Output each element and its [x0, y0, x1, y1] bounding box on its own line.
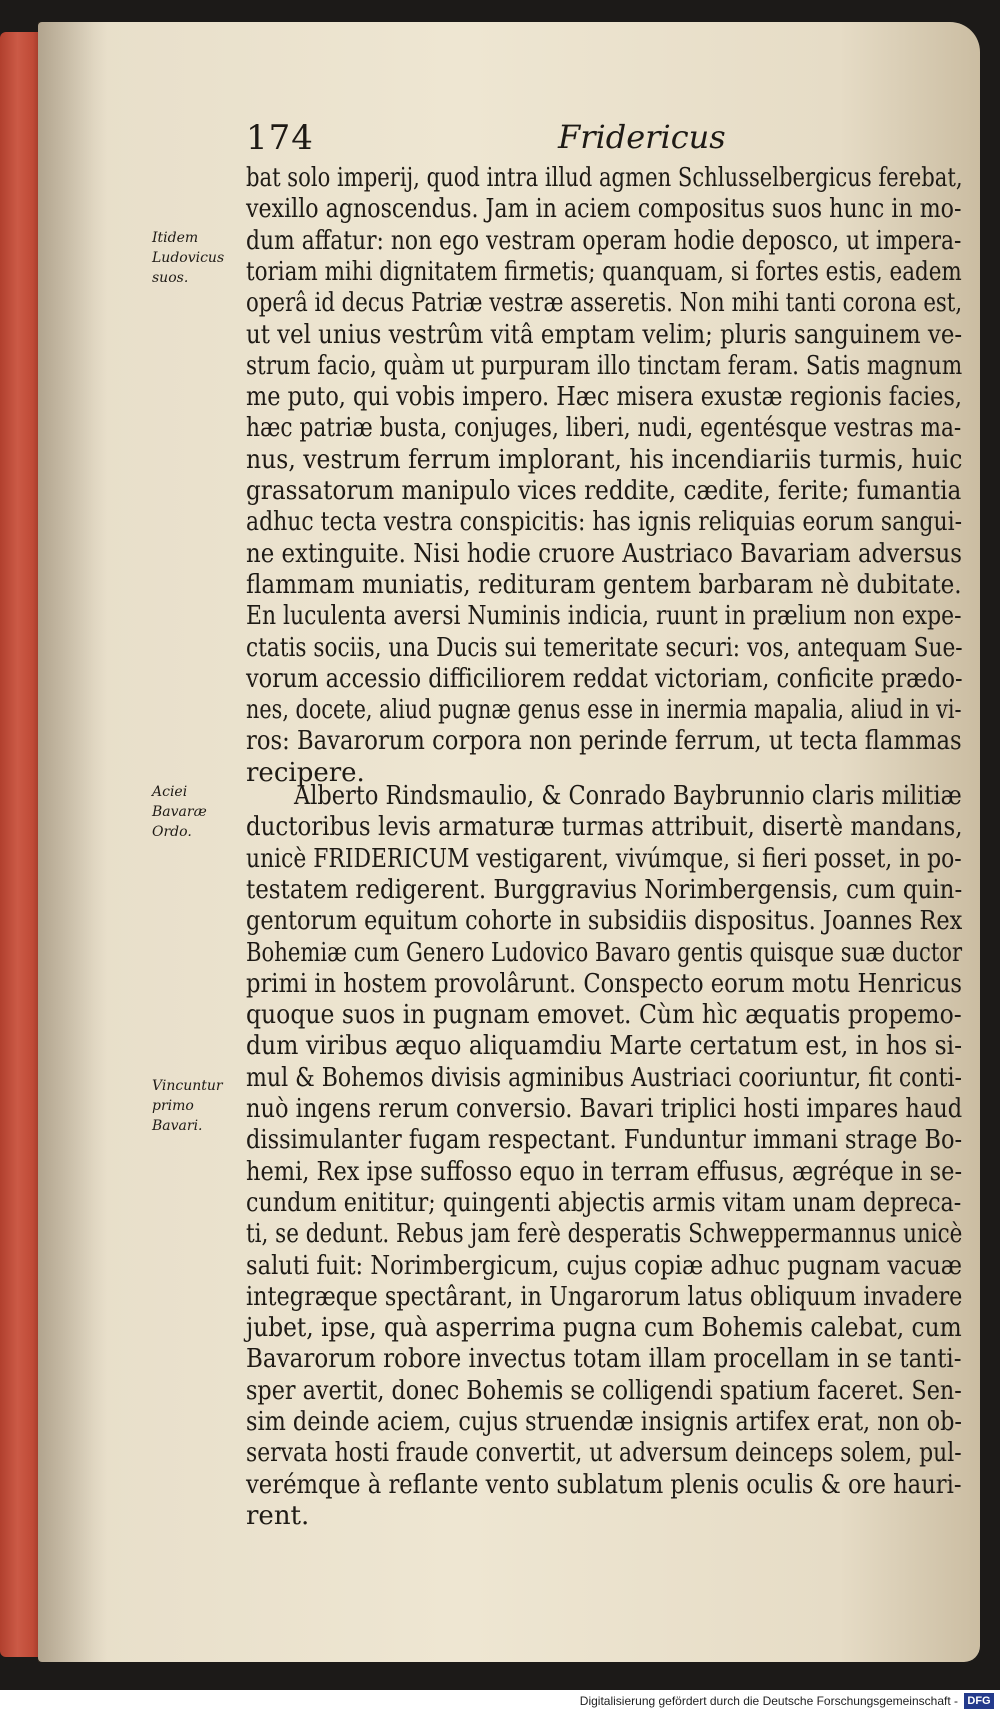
page-number: 174 — [246, 118, 314, 158]
text-line: nes, docete, aliud pugnæ genus esse in inermia mapalia, aliud in vi- — [246, 695, 962, 725]
text-line: mul & Bohemos divisis agminibus Austriaci cooriuntur, fit conti- — [246, 1063, 962, 1093]
running-head: Fridericus — [558, 118, 726, 156]
text-line: operâ id decus Patriæ vestræ asseretis. Non mihi tanti corona est, — [246, 288, 963, 318]
text-line: ros: Bavarorum corpora non perinde ferrum, ut tecta flammas — [246, 726, 962, 756]
text-line: bat solo imperij, quod intra illud agmen Schlusselbergicus ferebat, — [246, 163, 963, 193]
text-line: flammam muniatis, redituram gentem barbaram nè dubitate. — [246, 570, 962, 600]
margin-note: Aciei Bavaræ Ordo. — [152, 784, 207, 840]
text-line: hæc patriæ busta, conjuges, liberi, nudi, egentésque vestras ma- — [246, 413, 962, 443]
text-line: verémque à reflante vento sublatum plenis oculis & ore hauri- — [246, 1470, 962, 1500]
text-line: vorum accessio difficiliorem reddat victoriam, conficite prædo- — [246, 664, 963, 694]
text-line: strum facio, quàm ut purpuram illo tinctam feram. Satis magnum — [246, 351, 963, 381]
margin-note: Itidem Ludovicus suos. — [152, 230, 225, 286]
text-line: dissimulanter fugam respectant. Funduntur immani strage Bo- — [246, 1125, 963, 1155]
text-line: ut vel unius vestrûm vitâ emptam velim; pluris sanguinem ve- — [246, 320, 963, 350]
text-line: dum viribus æquo aliquamdiu Marte certatum est, in hos si- — [246, 1031, 963, 1061]
text-line: jubet, ipse, quà asperrima pugna cum Bohemis calebat, cum — [246, 1313, 962, 1343]
footer — [0, 1690, 1000, 1715]
text-line: nuò ingens rerum conversio. Bavari triplici hosti impares haud — [246, 1094, 963, 1124]
text-line: Bohemiæ cum Genero Ludovico Bavaro gentis quisque suæ ductor — [246, 938, 963, 968]
text-line: ductoribus levis armaturæ turmas attribuit, disertè mandans, — [246, 812, 963, 842]
text-line: Bavarorum robore invectus totam illam procellam in se tanti- — [246, 1344, 962, 1374]
text-line: grassatorum manipulo vices reddite, cædite, ferite; fumantia — [246, 476, 962, 506]
text-line: quoque suos in pugnam emovet. Cùm hìc æquatis propemo- — [246, 1000, 962, 1030]
text-line: unicè FRIDERICUM vestigarent, vivúmque, si fieri posset, in po- — [246, 844, 962, 874]
text-line: hemi, Rex ipse suffosso equo in terram effusus, ægréque in se- — [246, 1157, 963, 1187]
text-line: recipere. — [246, 758, 365, 788]
text-line: me puto, qui vobis impero. Hæc misera exustæ regionis facies, — [246, 382, 962, 412]
text-line: saluti fuit: Norimbergicum, cujus copiæ adhuc pugnam vacuæ — [246, 1251, 963, 1281]
footer-credit: Digitalisierung gefördert durch die Deutsche Forschungsgemeinschaft - — [579, 1694, 958, 1708]
text-line: sper avertit, donec Bohemis se colligendi spatium faceret. Sen- — [246, 1376, 962, 1406]
text-line: testatem redigerent. Burggravius Norimbergensis, cum quin- — [246, 875, 963, 905]
text-line: adhuc tecta vestra conspicitis: has ignis reliquias eorum sangui- — [246, 507, 963, 537]
text-line: rent. — [246, 1501, 310, 1531]
text-line: ne extinguite. Nisi hodie cruore Austriaco Bavariam adversus — [246, 539, 962, 569]
text-line: Alberto Rindsmaulio, & Conrado Baybrunnio claris militiæ — [294, 781, 962, 811]
text-line: cundum enititur; quingenti abjectis armis vitam unam depreca- — [246, 1188, 962, 1218]
text-line: vexillo agnoscendus. Jam in aciem compositus suos hunc in mo- — [246, 194, 962, 224]
text-line: servata hosti fraude convertit, ut adversum deinceps solem, pul- — [246, 1438, 962, 1468]
margin-note: Vincuntur primo Bavari. — [152, 1078, 223, 1134]
text-line: primi in hostem provolârunt. Conspecto eorum motu Henricus — [246, 969, 962, 999]
text-line: gentorum equitum cohorte in subsidiis dispositus. Joannes Rex — [246, 906, 963, 936]
text-line: ctatis sociis, una Ducis sui temeritate securi: vos, antequam Sue- — [246, 633, 963, 663]
text-line: nus, vestrum ferrum implorant, his incendiariis turmis, huic — [246, 445, 963, 475]
text-line: En luculenta aversi Numinis indicia, ruunt in prælium non expe- — [246, 601, 962, 631]
text-line: toriam mihi dignitatem firmetis; quanquam, si fortes estis, eadem — [246, 257, 962, 287]
text-line: integræque spectârant, in Ungarorum latus obliquum invadere — [246, 1282, 963, 1312]
dfg-logo: DFG — [964, 1693, 994, 1709]
text-line: sim deinde aciem, cujus struendæ insignis artifex erat, non ob- — [246, 1407, 962, 1437]
text-line: ti, se dedunt. Rebus jam ferè desperatis Schweppermannus unicè — [246, 1219, 963, 1249]
text-line: dum affatur: non ego vestram operam hodie deposco, ut impera- — [246, 226, 962, 256]
